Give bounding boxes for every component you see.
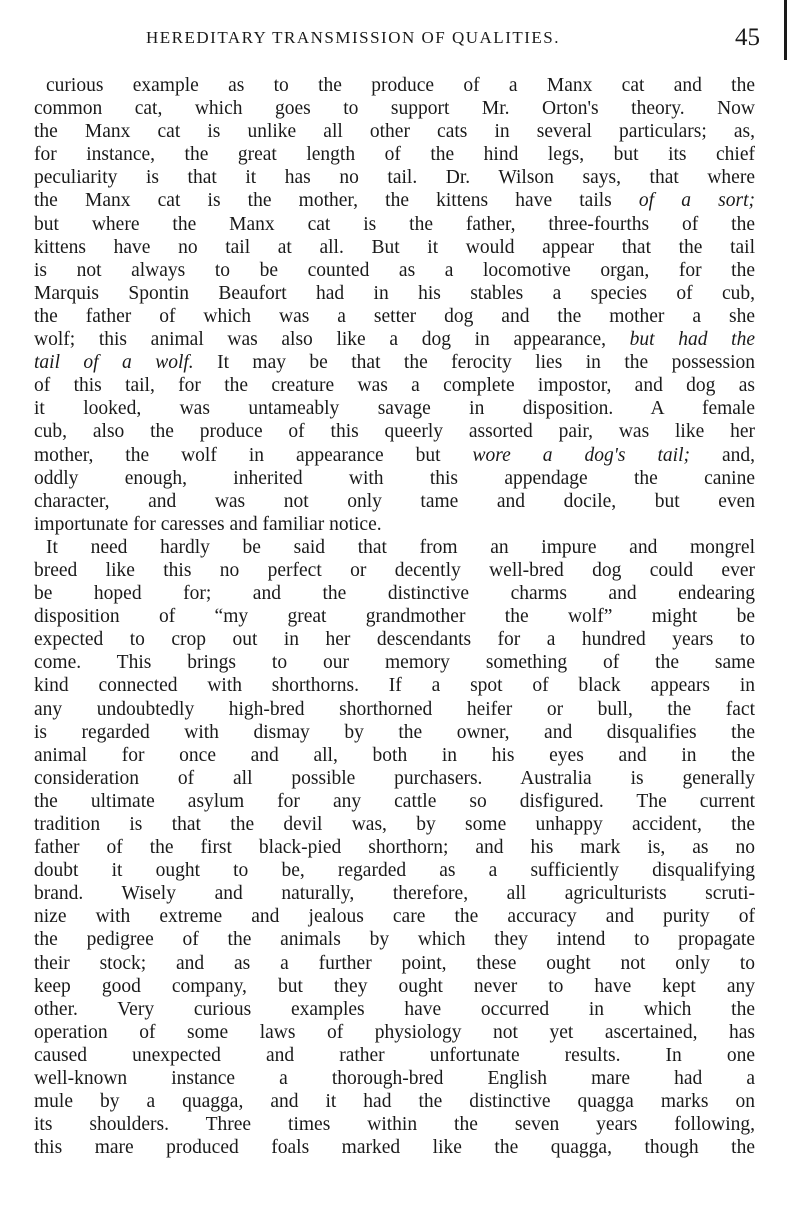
text-line: their stock; and as a further point, these ought not only to (34, 952, 755, 974)
text-line: Marquis Spontin Beaufort had in his stables a species of cub, (34, 282, 755, 304)
text-line: importunate for caresses and familiar notice. (34, 513, 382, 535)
text-line: tradition is that the devil was, by some unhappy accident, the (34, 814, 755, 835)
text-span: mother, the wolf in appearance but (34, 444, 473, 466)
text-line: is not always to be counted as a locomotive organ, for the (34, 259, 755, 281)
text-line: the pedigree of the animals by which they intend to propagate (34, 929, 755, 951)
text-span: the Manx cat is the mother, the kittens have tails (34, 190, 639, 212)
text-line (34, 351, 755, 374)
text-line: keep good company, but they ought never to have kept any (34, 975, 755, 997)
text-line: mule by a quagga, and it had the distinctive quagga marks on (34, 1091, 755, 1113)
text-line: come. This brings to our memory something of the same (34, 652, 755, 674)
text-line: kind connected with shorthorns. If a spot of black appears in (34, 675, 755, 697)
text-line: character, and was not only tame and docile, but even (34, 490, 755, 512)
running-title: HEREDITARY TRANSMISSION OF QUALITIES. (146, 28, 560, 47)
page-number: 45 (735, 24, 760, 51)
text-line: be hoped for; and the distinctive charms and endearing (34, 583, 755, 605)
text-line: curious example as to the produce of a Manx cat and the (46, 75, 755, 96)
text-line: the father of which was a setter dog and the mother a she (34, 305, 755, 327)
text-line: common cat, which goes to support Mr. Orton's theory. Now (34, 98, 755, 120)
text-line: breed like this no perfect or decently well-bred dog could ever (34, 559, 755, 581)
text-line: is regarded with dismay by the owner, and disqualifies the (34, 721, 755, 743)
text-line: expected to crop out in her descendants for a hundred years to (34, 629, 755, 651)
text-line: other. Very curious examples have occurred in which the (34, 998, 755, 1020)
text-line: doubt it ought to be, regarded as a sufficiently disqualifying (34, 860, 755, 882)
text-line: for instance, the great length of the hind legs, but its chief (34, 144, 755, 166)
text-line: disposition of “my great grandmother the wolf” might be (34, 606, 755, 628)
text-line: well-known instance a thorough-bred English mare had a (34, 1068, 755, 1090)
text-line: its shoulders. Three times within the seven years following, (34, 1114, 755, 1136)
text-line: but where the Manx cat is the father, three-fourths of the (34, 213, 755, 235)
text-line: brand. Wisely and naturally, therefore, all agriculturists scruti- (34, 883, 755, 905)
text-line: any undoubtedly high-bred shorthorned heifer or bull, the fact (34, 698, 755, 720)
running-head (40, 24, 760, 54)
text-line: the ultimate asylum for any cattle so disfigured. The current (34, 790, 755, 812)
text-span: wolf; this animal was also like a dog in appearance, (34, 329, 630, 351)
text-line: father of the first black-pied shorthorn; and his mark is, as no (34, 837, 755, 859)
text-line: operation of some laws of physiology not yet ascertained, has (34, 1021, 755, 1043)
text-line: this mare produced foals marked like the quagga, though the (34, 1137, 755, 1159)
page-edge-rule (784, 0, 787, 60)
italic-text: wore a dog's tail; (472, 444, 690, 466)
italic-text: of a sort; (638, 190, 755, 212)
italic-text: but had the (629, 329, 755, 351)
text-line: of this tail, for the creature was a complete impostor, and dog as (34, 375, 755, 397)
text-line: kittens have no tail at all. But it would appear that the tail (34, 236, 755, 258)
text-line: nize with extreme and jealous care the accuracy and purity of (34, 906, 755, 928)
text-line: oddly enough, inherited with this appendage the canine (34, 467, 755, 489)
text-line: it looked, was untameably savage in disposition. A female (34, 398, 755, 420)
text-span: It may be that the ferocity lies in the possession (193, 352, 755, 374)
text-line: the Manx cat is unlike all other cats in several particulars; as, (34, 121, 755, 143)
text-line: cub, also the produce of this queerly assorted pair, was like her (34, 421, 755, 443)
text-line: caused unexpected and rather unfortunate results. In one (34, 1044, 755, 1066)
text-line: consideration of all possible purchasers. Australia is generally (34, 767, 755, 789)
text-line: peculiarity is that it has no tail. Dr. Wilson says, that where (34, 167, 755, 189)
text-line: animal for once and all, both in his eyes and in the (34, 744, 755, 766)
text-span: and, (689, 444, 755, 466)
italic-text: tail of a wolf. (34, 352, 194, 374)
body-text (34, 74, 755, 1159)
text-line (34, 328, 755, 351)
text-line: It need hardly be said that from an impure and mongrel (46, 536, 755, 558)
text-line (34, 189, 755, 212)
text-line (34, 444, 755, 467)
